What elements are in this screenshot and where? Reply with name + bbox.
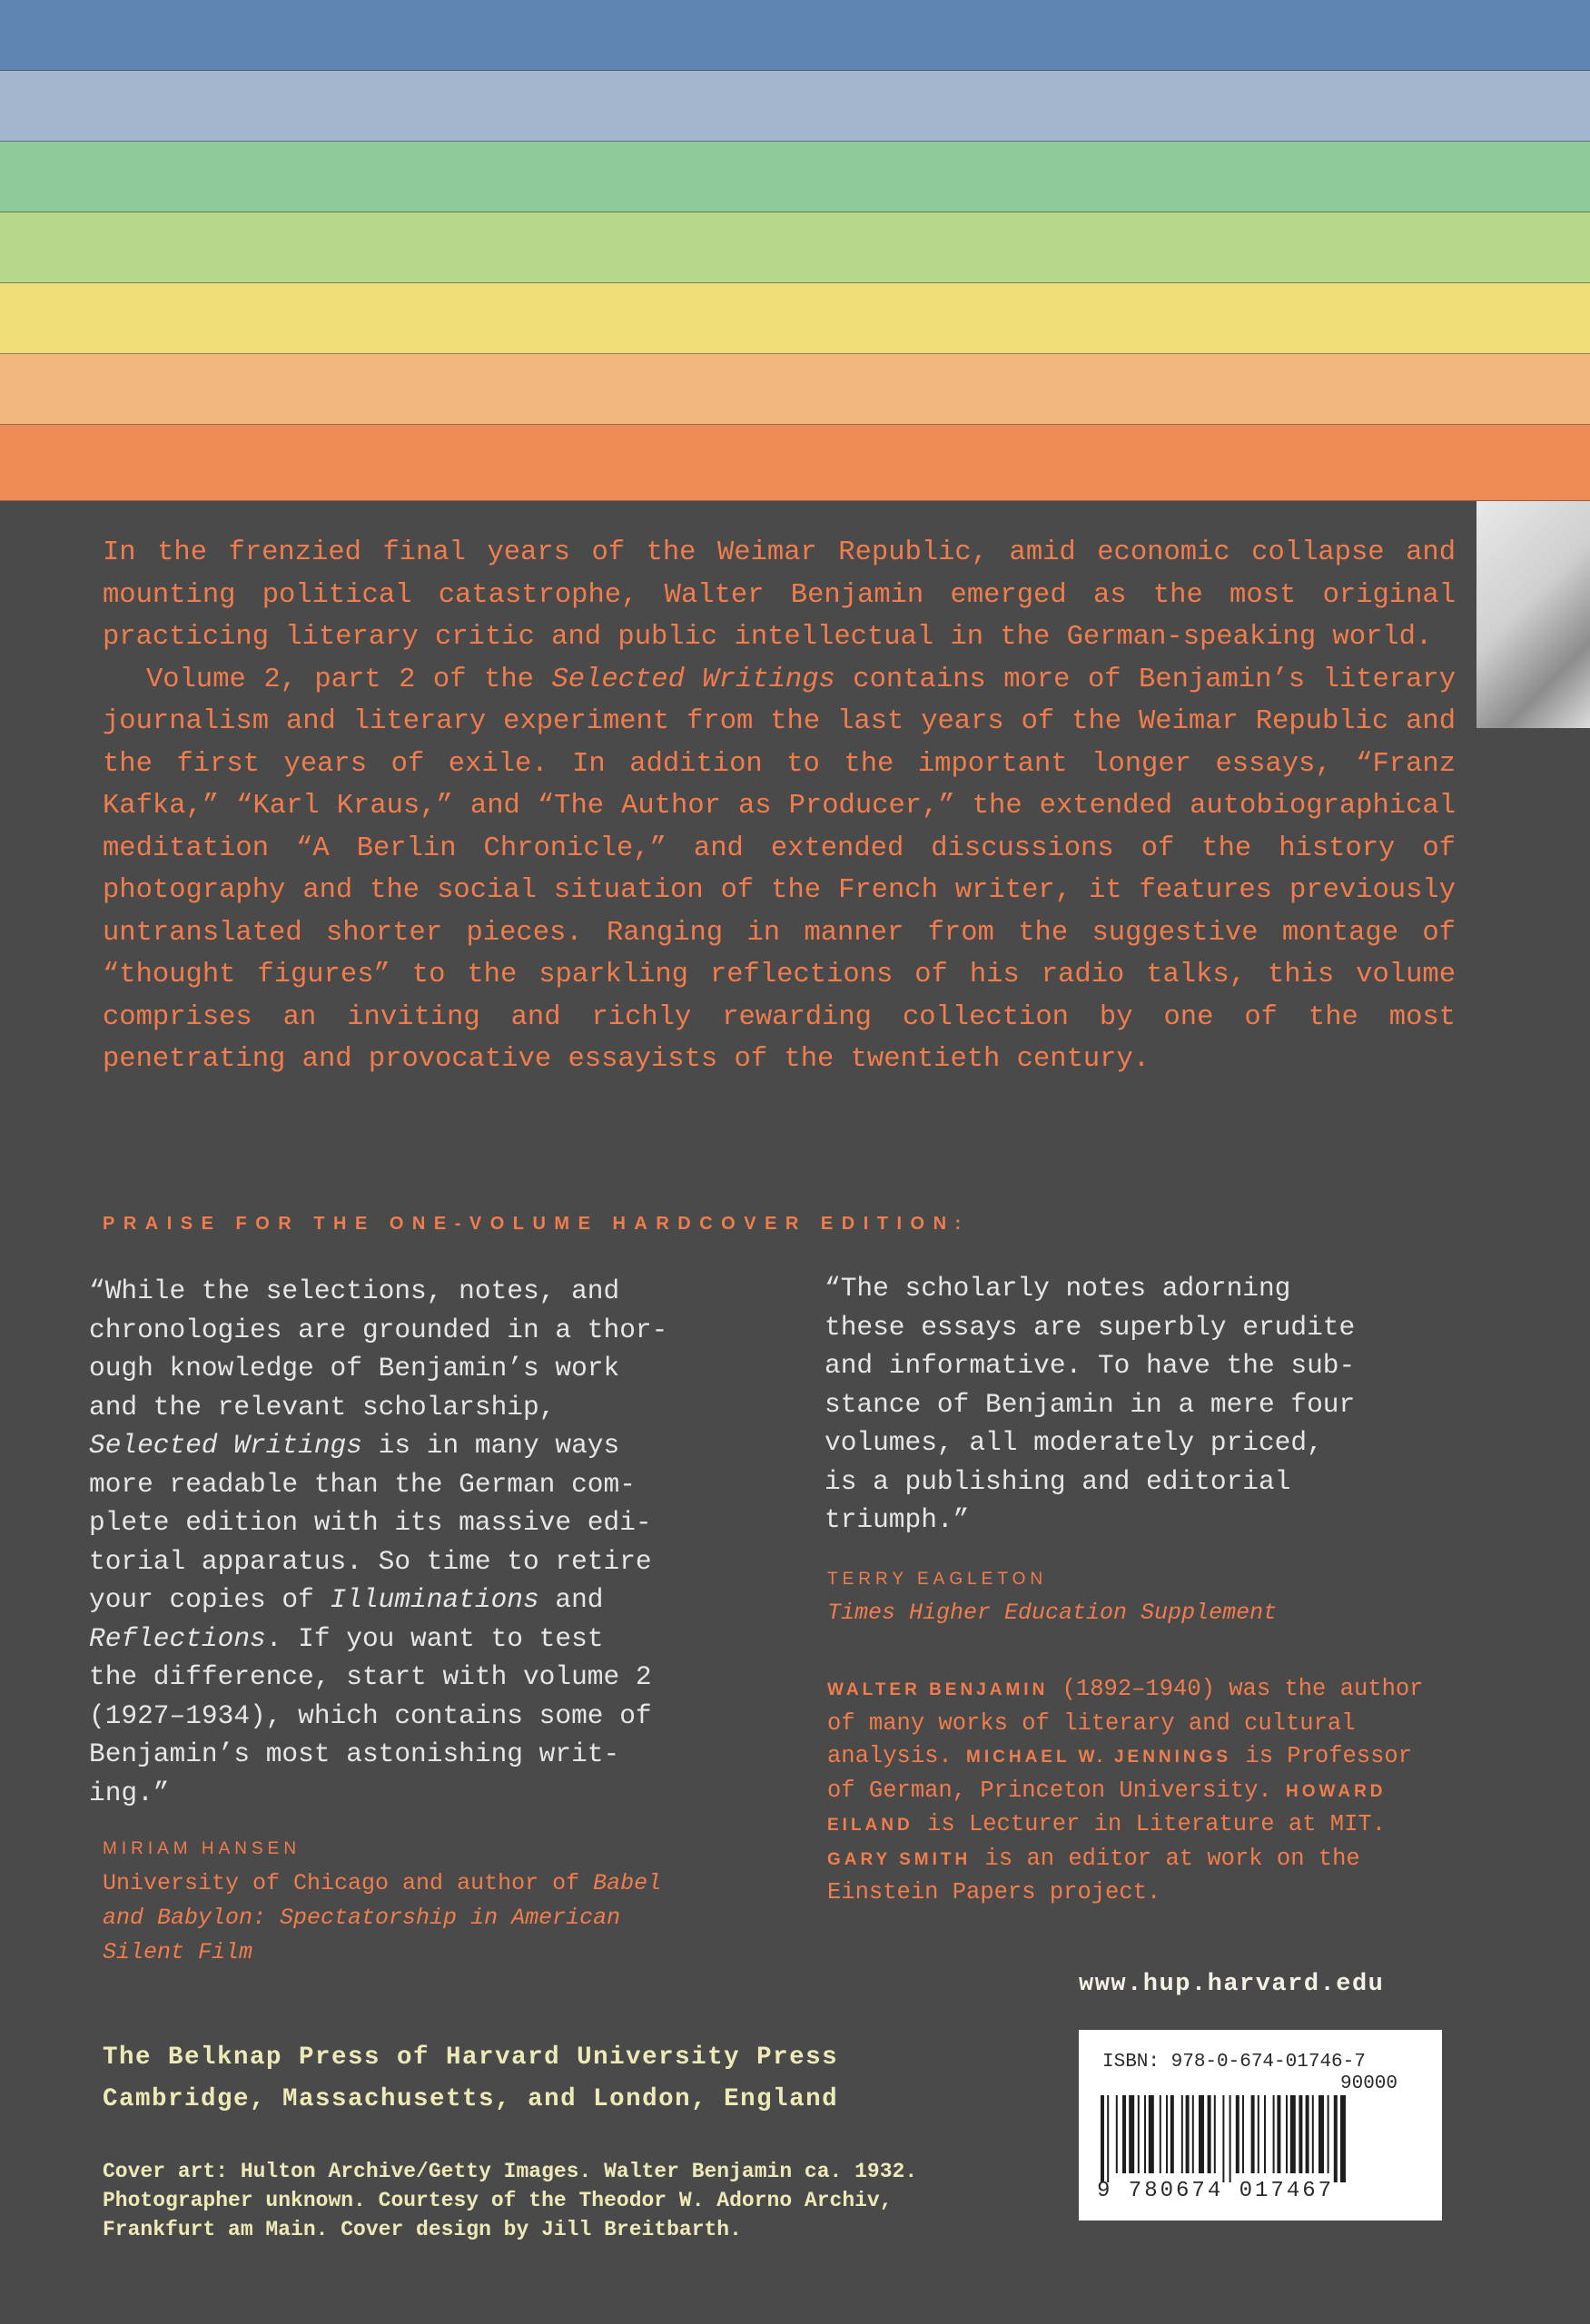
barcode-bar — [1306, 2095, 1309, 2173]
attribution-name-hansen: MIRIAM HANSEN — [103, 1839, 301, 1858]
barcode-bar — [1273, 2095, 1275, 2173]
barcode-bar — [1286, 2095, 1288, 2173]
barcode-bar — [1264, 2095, 1266, 2173]
stripe-green — [0, 142, 1590, 212]
author-photo-crop — [1476, 501, 1590, 728]
barcode-bar — [1236, 2095, 1239, 2173]
publisher-website-link[interactable]: www.hup.harvard.edu — [1079, 1971, 1385, 1998]
attribution-affiliation-hansen: University of Chicago and author of Babel and Babylon: Spectatorship in American Silent Film — [103, 1870, 662, 1965]
isbn-text: ISBN: 978-0-674-01746-7 — [1102, 2052, 1366, 2073]
stripe-yellow — [0, 283, 1590, 354]
barcode-bar — [1116, 2095, 1118, 2173]
barcode-bar — [1144, 2095, 1146, 2173]
barcode-bar — [1290, 2095, 1296, 2173]
stripe-light-orange — [0, 354, 1590, 425]
barcode-bar — [1334, 2095, 1338, 2182]
stripe-orange — [0, 425, 1590, 501]
barcode-bar — [1222, 2095, 1224, 2182]
barcode-bar — [1318, 2095, 1324, 2173]
isbn-barcode-box — [1079, 2030, 1442, 2221]
barcode-bar — [1160, 2095, 1161, 2173]
barcode-bar — [1122, 2095, 1126, 2173]
barcode-bars — [1099, 2095, 1421, 2182]
barcode-bar — [1299, 2095, 1302, 2173]
barcode-bar — [1328, 2095, 1329, 2173]
barcode-bar — [1101, 2095, 1104, 2182]
attribution-affiliation-eagleton: Times Higher Education Supplement — [827, 1600, 1278, 1626]
book-title: Selected Writings — [551, 664, 835, 695]
barcode-bar — [1129, 2095, 1134, 2173]
barcode-bar — [1181, 2095, 1183, 2173]
price-code: 90000 — [1340, 2073, 1398, 2094]
publisher-imprint: The Belknap Press of Harvard University Press Cambridge, Massachusetts, and London, England — [103, 2043, 839, 2113]
cover-credits: Cover art: Hulton Archive/Getty Images. Walter Benjamin ca. 1932. Photographer unknown. Courtesy of the Theodor W. Adorno Archiv, Frankfurt am Main. Cover design by Jill Breitbarth. — [103, 2160, 918, 2241]
barcode-bar — [1258, 2095, 1259, 2173]
barcode-bar — [1170, 2095, 1174, 2173]
barcode-bar — [1149, 2095, 1154, 2173]
contributors-bio: WALTER BENJAMIN (1892–1940) was the author of many works of literary and cultural analysis. MICHAEL W. JENNINGS is Professor of German, Princeton University. HOWARD EILAND is Lecturer in Literature at MIT. GARY SMITH is an editor at work on the Einstein Papers project. — [827, 1676, 1424, 1905]
barcode-bar — [1192, 2095, 1194, 2173]
barcode-bar — [1242, 2095, 1244, 2173]
book-description — [103, 532, 1456, 1081]
description-paragraph-1: In the frenzied final years of the Weimar Republic, amid economic collapse and mounting political catastrophe, Walter Benjamin emerged as the most original practicing literary critic and public intellectual in the German-speaking world. — [103, 537, 1456, 653]
barcode-number: 9 780674 017467 — [1097, 2179, 1335, 2203]
barcode-bar — [1251, 2095, 1255, 2173]
barcode-bar — [1340, 2095, 1346, 2182]
stripe-yellow-green — [0, 212, 1590, 283]
attribution-name-eagleton: TERRY EAGLETON — [827, 1570, 1048, 1589]
barcode-bar — [1230, 2095, 1231, 2182]
barcode-bar — [1312, 2095, 1314, 2173]
quote-eagleton: “The scholarly notes adorning these essays are superbly erudite and informative. To have the sub- stance of Benjamin in a mere four volumes, all moderately priced, is a publishing and editorial triumph.” — [825, 1273, 1356, 1535]
barcode-bar — [1214, 2095, 1216, 2173]
stripe-light-blue — [0, 71, 1590, 142]
praise-heading: PRAISE FOR THE ONE-VOLUME HARDCOVER EDITION: — [103, 1214, 970, 1234]
stripe-blue — [0, 0, 1590, 71]
barcode-bar — [1199, 2095, 1204, 2173]
barcode-bar — [1107, 2095, 1109, 2182]
barcode-bar — [1208, 2095, 1211, 2173]
description-paragraph-2: Volume 2, part 2 of the Selected Writings contains more of Benjamin’s literary journalism and literary experiment from the last years of the Weimar Republic and the first years of exile. In addition to the important longer essays, “Franz Kafka,” “Karl Kraus,” and “The Author as Producer,” the extended autobiographical meditation “A Berlin Chronicle,” and extended discussions of the history of photography and the social situation of the French writer, it features previously untranslated shorter pieces. Ranging in manner from the suggestive montage of “thought figures” to the sparkling reflections of his radio talks, this volume comprises an inviting and richly rewarding collection by one of the most penetrating and provocative essayists of the twentieth century. — [103, 664, 1456, 1075]
barcode-bar — [1138, 2095, 1140, 2173]
color-stripes — [0, 0, 1590, 501]
barcode-bar — [1166, 2095, 1168, 2173]
barcode-bar — [1186, 2095, 1190, 2173]
barcode-bar — [1277, 2095, 1280, 2173]
quote-hansen: “While the selections, notes, and chronologies are grounded in a thor- ough knowledge of Benjamin’s work and the relevant scholarship, Selected Writings is in many ways more readable than the German com- plete edition with its massive edi- torial apparatus. So time to retire your copies of Illuminations and Reflections. If you want to test the difference, start with volume 2 (1927–1934), which contains some of Benjamin’s most astonishing writ- ing.” — [89, 1275, 668, 1808]
